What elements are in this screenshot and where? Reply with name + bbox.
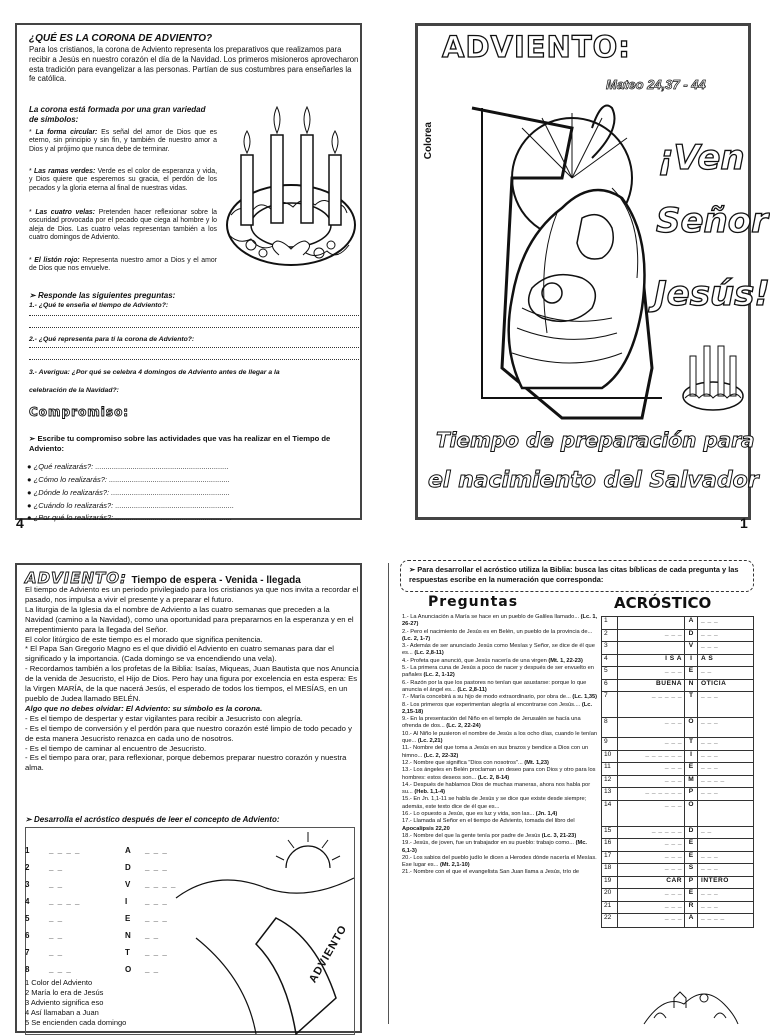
bible-question: 10.- Al Niño le pusieron el nombre de Jesús a los ocho días, cuando le tenían que... (Lc. 2,21) [402,730,598,745]
bible-question: 21.- Nombre con el que el evangelista San Juan llama a Jesús, trío de [402,869,580,876]
grid-cell-post: _ _ _ [701,738,719,745]
page-acrostic-biblia [398,558,768,1028]
grid-cell-l: T [684,738,698,750]
grid-cell-post: _ _ [701,826,712,834]
symbol-circular: * La forma circular: Es señal del amor de Dios que es eterno, sin principio y sin fin, y también de nuestro amor a Dios y al prójimo que nunca debe de terminar. [29,129,217,153]
preguntas-title: Preguntas [428,594,519,610]
grid-cell-pre: _ _ _ [664,901,682,909]
symbol-liston: * El listón rojo: Representa nuestro amor a Dios y el amor de Dios que nos envuelve. [29,257,217,273]
acrostic-grid-row[interactable] [602,827,753,840]
grid-cell-l: A [684,914,698,927]
acrostic-clue: 5 Se encienden cada domingo [25,1018,127,1027]
acrostic-grid-row[interactable] [602,718,753,738]
respond-heading: ➣ Responde las siguientes preguntas: [29,291,176,300]
grid-cell-post: _ _ _ [701,864,719,871]
senor-text: Señor [656,201,768,241]
bible-question: 9.- En la presentación del Niño en el templo de Jerusalén se hacía una ofrenda de dos... (Lc. 2, 22-24) [402,716,581,730]
question-3b: celebración de la Navidad?: [29,387,119,394]
acrostico-title: ACRÓSTICO [614,594,712,612]
grid-cell-l: E [684,889,698,901]
acrostic-grid-row[interactable] [602,776,753,789]
grid-cell-post: _ _ [701,667,712,674]
bible-question: 17.- Llamada al Señor en el tiempo de Adviento, tomada del libro del Apocalipsis 22,20 [402,818,575,832]
page-adviento-tiempo-de-espera: ADVIENTO: Tiempo de espera - Venida - llegada El tiempo de Adviento es un periodo privilegiado para los cristianos ya que nos invita a recordar el pasado, nos impulsa a vivir el presente y a preparar el futuro. La liturgia de la Iglesia da el nombre de Adviento a las cuatro semanas que preceden a la Navidad (camino a la Navidad), como una oportunidad para prepararnos en la esperanza y en el arrepentimiento para la llegada del Señor. El color litúrgico de este tiempo es el morado que significa penitencia. * El Papa San Gregorio Magno es el que dividió el Adviento en cuatro semanas para dar el significado y la importancia. (Cada domingo se va encendiendo una vela). - Recordamos también a los profetas de la Biblia: Isaías, Miqueas, Juan Bautista que nos Anuncia de la venida de Jesucristo, el Hijo de Dios. Pero hay una figura por excelencia en esta espera: Es la Virgen MARÍA, de la que nacerá Jesús, el esperado de todos los tiempos, el MESÍAS, en un pueblo de Judea llamado BELÉN. Algo que no debes olvidar: El Adviento: su símbolo es la corona. - Es el tiempo de despertar y estar vigilantes para recibir a Jesucristo con alegría. - Es el tiempo de conversión y el perdón para que nuestro corazón esté limpio de todo pecado y de esta manera Jesucristo renazca en cada uno de nosotros. - Es el tiempo de caminar al encuentro de Jesucristo. - Es el tiempo para orar, para reflexionar, porque debemos preparar nuestro corazón y nuestra alma. ➣ Desarrolla el acróstico después de leer el concepto de Adviento: ADVIENTO 1 _ _ _ _ A _ _ _ 2 _ _ D _ _ _ 3 _ _ V _ _ _ _ 4 _ _ _ _ I _ _ _ 5 _ _ E _ _ _ 6 _ _ N _ _ 7 _ _ T _ _ _ 8 _ _ _ O _ _ 1 Color del Adviento 2 María lo era de Jesús 3 Adviento significa eso 4 Así llamaban a Juan 5 Se encienden cada domingo [15,563,362,1033]
acrostic-clue: 4 Así llamaban a Juan [25,1008,99,1017]
grid-cell-n: 18 [602,864,618,876]
paragraph: * El Papa San Gregorio Magno es el que dividió el Adviento en cuatro semanas para dar el significado y la importancia. (Cada domingo se va encendiendo una vela). [25,644,334,664]
grid-cell-l: E [684,763,698,775]
grid-cell-post: _ _ _ [701,889,719,896]
bible-question: 13.- Los ángeles en Belén proclaman un deseo para con Dios y otro para los hombres: estos deseos son... (Lc. 2, 8-14) [402,767,596,781]
grid-cell-n: 6 [602,680,618,692]
grid-cell-post: _ _ _ [701,901,719,909]
grid-cell-post: _ _ _ [701,750,719,758]
grid-cell-pre: _ _ _ [664,738,682,745]
ven-text: ¡Ven [658,138,745,178]
grid-cell-n: 19 [602,877,618,889]
grid-cell-pre: _ _ _ [664,667,682,674]
acrostic-grid-row[interactable] [602,680,753,693]
grid-cell-post: _ _ _ [701,763,719,770]
grid-cell-l: P [684,788,698,800]
grid-cell-post: _ _ _ [701,692,719,699]
compromiso-heading: Compromiso: [29,405,130,419]
bible-question: 2.- Pero el nacimiento de Jesús es en Belén, un pueblo de la provincia de... (Lc. 2, 1-7) [402,628,593,642]
bible-question: 16.- Lo opuesto a Jesús, que es luz y vida, son las... (Jn. 1,4) [402,811,558,818]
grid-cell-n: 11 [602,763,618,775]
grid-cell-n: 22 [602,914,618,927]
grid-cell-post: _ _ _ [701,851,719,859]
grid-cell-pre: _ _ _ [664,800,682,808]
grid-cell-pre: BUENA [656,679,682,687]
grid-cell-n: 7 [602,692,618,717]
acrostic-grid-row[interactable] [602,877,753,890]
bible-question: 7.- María concebirá a su hijo de modo extraordinario, por obra de... (Lc. 1,35) [402,694,598,701]
grid-cell-pre: _ _ _ [664,864,682,871]
acrostic-grid-row[interactable] [602,914,753,927]
symbols-subtitle: La corona está formada por una gran variedad de símbolos: [29,105,206,124]
grid-cell-post: A S [701,654,714,662]
grid-cell-post: _ _ _ [701,617,719,624]
jesus-text: Jesús! [654,274,770,314]
acrostic-grid-row[interactable] [602,889,753,902]
grid-cell-pre: _ _ _ _ _ [651,826,682,834]
grid-cell-l: D [684,827,698,839]
grid-cell-pre: _ _ _ _ _ _ [645,788,682,795]
acrostic-grid-row[interactable] [602,751,753,764]
acrostic-clue: 2 María lo era de Jesús [25,988,104,997]
grid-cell-n: 15 [602,827,618,839]
paragraph: - Es el tiempo de conversión y el perdón para que nuestro corazón esté limpio de todo pecado y de esta manera Jesucristo renazca en cada uno de nosotros. [25,723,352,743]
acrostic-grid-row[interactable] [602,667,753,680]
grid-cell-l: M [684,776,698,788]
question-2: 2.- ¿Qué representa para ti la corona de Adviento?: [29,336,195,343]
acrostic-grid-row[interactable] [602,630,753,643]
acrostic-grid-row[interactable] [602,763,753,776]
acrostic-grid-row[interactable] [602,692,753,718]
bible-question: 8.- Los primeros que experimentan alegría al encontrarse con Jesús.... (Lc. 2,15-18) [402,701,593,715]
bible-question: 18.- Nombre del que la gente tenía por padre de Jesús (Lc. 3, 21-23) [402,832,577,839]
adviento-title: ADVIENTO: [442,30,631,64]
grid-cell-post: _ _ _ [701,788,719,795]
grid-cell-l: I [684,655,698,667]
grid-cell-l: A [684,617,698,629]
bible-question: 14.- Después de hablarnos Dios de muchas maneras, ahora nos habla por su... (Heb. 1,1-4) [402,781,591,796]
bible-instructions: ➣ Para desarrollar el acróstico utiliza la Biblia: busca las citas bíblicas de cada pregunta y las respuestas escribe en la numeración que corresponda: [400,560,754,592]
bible-question: 3.- Además de ser anunciado Jesús como Mesías y Señor, se dice de él que es... (Lc. 2,8-11) [402,643,595,657]
grid-cell-n: 9 [602,738,618,750]
grid-cell-n: 10 [602,751,618,763]
grid-cell-n: 8 [602,718,618,737]
grid-cell-post: _ _ _ _ [701,914,725,921]
grid-cell-pre: _ _ _ [664,889,682,896]
grid-cell-n: 13 [602,788,618,800]
acrostic-grid-row[interactable] [602,852,753,865]
nativity-scene-illustration [634,978,744,1026]
paragraph: - Recordamos también a los profetas de la Biblia: Isaías, Miqueas, Juan Bautista que nos Anuncia de la venida de Jesucristo, el Hijo de Dios. Pero hay una figura por excelencia en esta espera: Es la Virgen MARÍA, de la que nacerá Jesús, el esperado de todos los tiempos, el MESÍAS, en un pueblo de Judea llamado BELÉN. [25,664,359,703]
tiempo-line-2: el nacimiento del Salvador [428,468,759,493]
adviento-text [25,585,359,773]
acrostic-grid-row[interactable] [602,655,753,668]
grid-cell-pre: _ _ _ [664,839,682,846]
landscape-sun-illustration [176,828,354,1034]
grid-cell-l: E [684,852,698,864]
virgin-mary-illustration [442,68,692,418]
paragraph: El tiempo de Adviento es un periodo privilegiado para los cristianos ya que nos invita a recordar el pasado, nos impulsa a vivir el presente y a preparar el futuro. [25,585,359,604]
paragraph: La liturgia de la Iglesia da el nombre de Adviento a las cuatro semanas que preceden a la Navidad (camino a la Navidad), como una oportunidad para prepararnos en la esperanza y en el arrepentimiento para la llegada del Señor. [25,604,354,634]
small-wreath-icon [680,336,746,416]
grid-cell-n: 3 [602,642,618,654]
bible-question: 15.- En Jn. 1,1-11 se habla de Jesús y se dice que existe desde siempre; además, este texto dice de él que es... [402,796,587,810]
answer-line[interactable] [29,347,359,348]
grid-cell-n: 14 [602,801,618,826]
bullet-que: ● ¿Qué realizarás?: ................................................................ [27,462,229,471]
adviento-title: ADVIENTO: [25,569,128,587]
bullet-como: ● ¿Cómo lo realizarás?: .......................................................... [27,475,230,484]
page-1-cover [415,23,770,520]
acrostic-clue: 3 Adviento significa eso [25,998,104,1007]
grid-cell-pre: _ _ _ _ _ [651,692,682,699]
acrostic-grid-row[interactable] [602,788,753,801]
grid-cell-pre: _ _ _ [664,629,682,637]
questions-list [402,614,598,877]
paragraph: - Es el tiempo de caminar al encuentro de Jesucristo. [25,743,207,753]
grid-cell-n: 4 [602,655,618,667]
bible-question: 12.- Nombre que significa "Dios con nosotros"... (Mt. 1,23) [402,759,549,766]
compromiso-instructions: ➣ Escribe tu compromiso sobre las actividades que vas ha realizar en el Tiempo de Adviento: [29,434,331,453]
tiempo-line-1: Tiempo de preparación para [436,428,755,452]
grid-cell-n: 17 [602,852,618,864]
grid-cell-n: 21 [602,902,618,914]
grid-cell-l: N [684,680,698,692]
grid-cell-pre: I S A [665,654,682,662]
grid-cell-pre: _ _ _ _ _ _ [645,750,682,758]
bible-question: 5.- La primera cuna de Jesús a poco de nacer y después de ser envuelto en pañales (Lc. 2, 1-12) [402,665,594,679]
bullet-donde: ● ¿Dónde lo realizarás?: ......................................................... [27,488,230,497]
grid-cell-post: _ _ _ _ [701,775,725,783]
grid-cell-l: D [684,630,698,642]
grid-cell-pre: _ _ _ [664,775,682,783]
grid-cell-l: O [684,801,698,826]
grid-cell-n: 1 [602,617,618,629]
adviento-tagline: Tiempo de espera - Venida - llegada [131,575,301,586]
bullet-cuando: ● ¿Cuándo lo realizarás?: ......................................................... [27,501,235,510]
grid-cell-post: _ _ _ [701,642,719,649]
answer-line[interactable] [29,359,359,360]
paragraph: Algo que no debes olvidar: El Adviento: su símbolo es la corona. [25,703,263,713]
grid-cell-l: E [684,839,698,851]
grid-cell-pre: _ _ _ [664,914,682,921]
grid-cell-n: 2 [602,630,618,642]
grid-cell-post: _ _ _ [701,629,719,637]
grid-cell-post: OTICIA [701,679,727,687]
adviento-sign: ADVIENTO [306,923,350,985]
bullet-porque: ● ¿Por qué lo realizarás?: ........................................................ [27,513,233,522]
bible-question: 20.- Los sabios del pueblo judío le dicen a Herodes dónde nacería el Mesías. Ese lugar es... (Mt. 2,1-10) [402,854,597,869]
grid-cell-l: S [684,864,698,876]
grid-cell-l: E [684,667,698,679]
grid-cell-pre: _ _ _ [664,763,682,770]
grid-cell-l: P [684,877,698,889]
page-4-corona-de-adviento [15,23,362,520]
acrostic-grid-row[interactable] [602,738,753,751]
colorea-label: Colorea [423,122,434,160]
grid-cell-l: I [684,751,698,763]
acrostic-grid-row[interactable] [602,839,753,852]
acrostic-grid-row[interactable] [602,902,753,915]
acrostic-grid-row[interactable] [602,801,753,827]
grid-cell-l: O [684,718,698,737]
paragraph: - Es el tiempo para orar, para reflexionar, porque debemos preparar nuestro corazón y nuestra alma. [25,753,347,773]
acrostic-instructions: ➣ Desarrolla el acróstico después de leer el concepto de Adviento: [25,815,280,824]
symbol-velas: * Las cuatro velas: Pretenden hacer reflexionar sobre la oscuridad provocada por el pecado que ciega al hombre y lo aleja de Dios. Las cuatro velas representan también a los cuatro domingos de Adviento. [29,209,217,242]
acrostic-grid [601,616,754,928]
grid-cell-l: V [684,642,698,654]
grid-cell-n: 12 [602,776,618,788]
acrostic-grid-row[interactable] [602,642,753,655]
grid-cell-n: 16 [602,839,618,851]
acrostic-grid-row[interactable] [602,617,753,630]
page-number: 4 [16,515,24,531]
symbol-ramas: * Las ramas verdes: Verde es el color de esperanza y vida, y Dios quiere que esperemos su gracia, el perdón de los pecados y la gloria eterna al final de nuestras vidas. [29,168,218,192]
grid-cell-l: T [684,692,698,717]
bible-question: 11.- Nombre del que toma a Jesús en sus brazos y bendice a Dios con un himno... (Lc. 2, 22-32) [402,745,589,759]
question-3a: 3.- Averigua: ¿Por qué se celebra 4 domingos de Adviento antes de llegar a la [29,369,280,376]
grid-cell-pre: _ _ _ [664,718,682,725]
paragraph: El color litúrgico de este tiempo es el morado que significa penitencia. [25,634,263,644]
grid-cell-n: 5 [602,667,618,679]
paragraph: - Es el tiempo de despertar y estar vigilantes para recibir a Jesucristo con alegría. [25,713,303,723]
grid-cell-pre: _ _ _ [664,851,682,859]
bible-question: 6.- Razón por la que los pastores no tenían que asustarse: porque lo que anuncia el ángel es... (Lc. 2,8-11) [402,679,587,693]
column-divider [388,563,389,1024]
answer-line[interactable] [29,327,359,328]
grid-cell-post: _ _ _ [701,718,719,725]
grid-cell-post: INTERO [701,876,729,884]
grid-cell-pre: CAR [666,876,682,884]
bible-question: 19.- Jesús, de joven, fue un trabajador en su pueblo: trabajo como... (Mc. 6,1-3) [402,840,587,854]
bible-question: 1.- La Anunciación a María se hace en un pueblo de Galilea llamado... (Lc. 1, 26-27) [402,614,598,628]
advent-wreath-illustration [221,95,361,275]
acrostic-clue: 1 Color del Adviento [25,978,93,987]
grid-cell-l: R [684,902,698,914]
gospel-citation: Mateo 24,37 - 44 [606,77,706,92]
corona-title: ¿QUÉ ES LA CORONA DE ADVIENTO? [29,33,213,44]
acrostic-grid-row[interactable] [602,864,753,877]
grid-cell-n: 20 [602,889,618,901]
question-1: 1.- ¿Qué te enseña el tiempo de Adviento?: [29,302,169,309]
bible-question: 4.- Profeta que anunció, que Jesús nacería de una virgen (Mt. 1, 22-23) [402,657,583,664]
page-number: 1 [740,515,748,531]
answer-line[interactable] [29,315,359,316]
corona-intro: Para los cristianos, la corona de Adviento representa los preparativos que realizamos para recibir a Jesús en nuestro corazón el día de la Navidad. Los primeros misioneros aprovecharon esta tradición para evangelizar a las personas. Partían de sus costumbres para enseñarles la fe católica. [29,45,359,84]
